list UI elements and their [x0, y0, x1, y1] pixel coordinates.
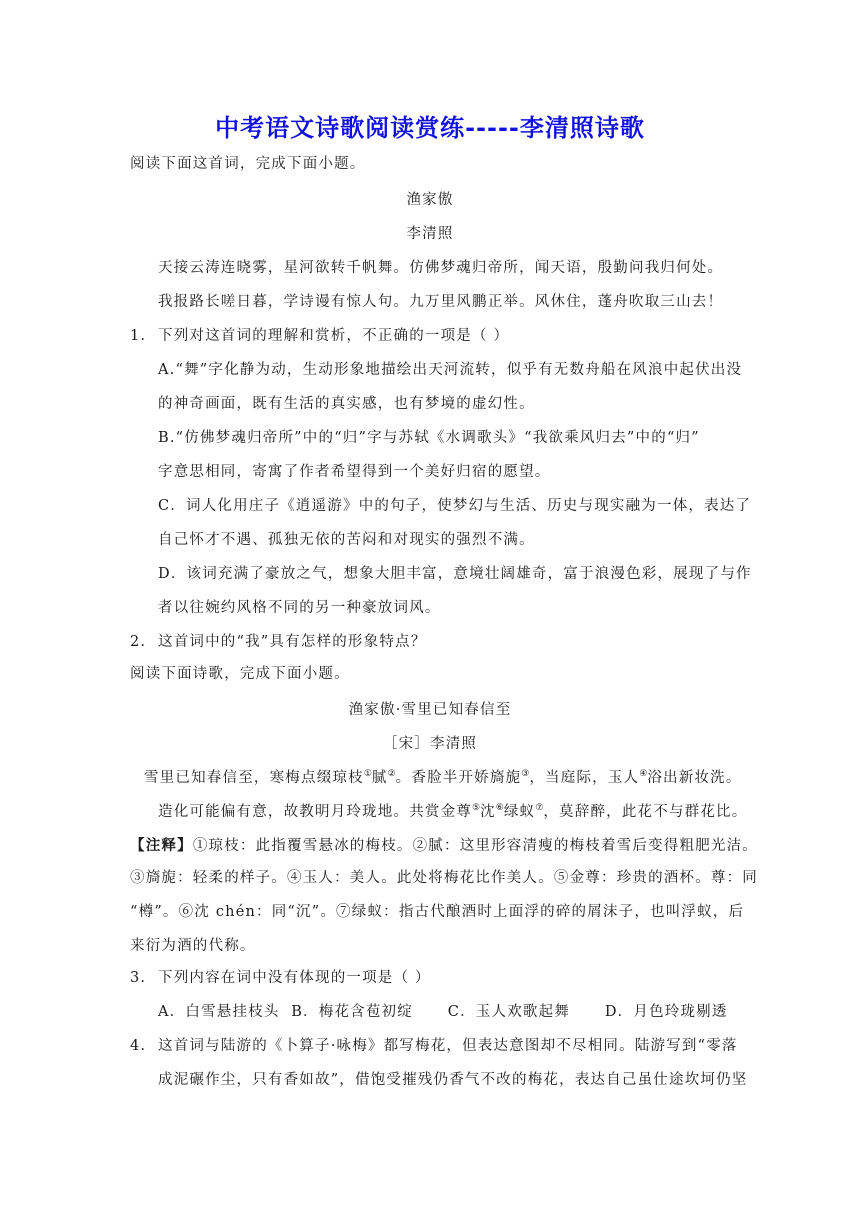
notes-line: 【注释】①琼枝：此指覆雪悬冰的梅枝。②腻：这里形容清瘦的梅枝着雪后变得粗肥光洁。 — [130, 837, 759, 854]
footnote-mark: ② — [387, 769, 396, 780]
poem-line: 造化可能偏有意，故教明月玲珑地。共赏金尊⑤沈⑥绿蚁⑦，莫辞醉，此花不与群花比。 — [158, 803, 748, 820]
poem-author: 李清照 — [406, 226, 454, 242]
question-number: 4. — [130, 1038, 147, 1054]
option-c: C．词人化用庄子《逍遥游》中的句子，使梦幻与生活、历史与现实融为一体，表达了 — [158, 498, 752, 514]
poem-line: 我报路长嗟日暮，学诗谩有惊人句。九万里风鹏正举。风休住，蓬舟吹取三山去！ — [158, 294, 724, 310]
option-a: A.“舞”字化静为动，生动形象地描绘出天河流转，似乎有无数舟船在风浪中起伏出没 — [158, 362, 743, 378]
option-b: B.“仿佛梦魂归帝所”中的“归”字与苏轼《水调歌头》“我欲乘风归去”中的“归” — [158, 430, 700, 446]
footnote-mark: ④ — [639, 769, 648, 780]
option-a-cont: 的神奇画面，既有生活的真实感，也有梦境的虚幻性。 — [158, 396, 535, 412]
poem-author: ［宋］李清照 — [382, 736, 478, 752]
notes-line: 来衍为酒的代称。 — [130, 938, 256, 954]
intro-text: 阅读下面这首词，完成下面小题。 — [130, 156, 366, 172]
question-stem: 这首词中的“我”具有怎样的形象特点？ — [158, 634, 427, 650]
poem-line: 天接云涛连晓雾，星河欲转千帆舞。仿佛梦魂归帝所，闻天语，殷勤问我归何处。 — [158, 260, 724, 276]
option-d-cont: 者以往婉约风格不同的另一种豪放词风。 — [158, 600, 441, 616]
poem-line: 雪里已知春信至，寒梅点缀琼枝①腻②。香脸半开娇旖旎③，当庭际，玉人④浴出新妆洗。 — [144, 769, 742, 786]
footnote-mark: ⑥ — [495, 803, 504, 814]
question-number: 1. — [130, 328, 147, 344]
question-stem-cont: 成泥碾作尘，只有香如故”，借饱受摧残仍香气不改的梅花，表达自己虽仕途坎坷仍坚 — [158, 1072, 748, 1088]
poem-title: 渔家傲·雪里已知春信至 — [348, 702, 512, 718]
question-stem: 这首词与陆游的《卜算子·咏梅》都写梅花，但表达意图却不尽相同。陆游写到“零落 — [158, 1038, 738, 1054]
question-stem: 下列内容在词中没有体现的一项是（ ） — [158, 970, 431, 986]
page-title: 中考语文诗歌阅读赏练-----李清照诗歌 — [215, 114, 645, 142]
notes-line: ③旖旎：轻柔的样子。④玉人：美人。此处将梅花比作美人。⑤金尊：珍贵的酒杯。尊：同 — [130, 870, 758, 886]
options-row: A．白雪悬挂枝头 B．梅花含苞初绽 C．玉人欢歌起舞 D．月色玲珑剔透 — [158, 1004, 728, 1020]
question-2 — [130, 632, 426, 652]
poem-title: 渔家傲 — [406, 192, 454, 208]
footnote-mark: ⑤ — [472, 803, 481, 814]
footnote-mark: ⑦ — [535, 803, 544, 814]
option-b-cont: 字意思相同，寄寓了作者希望得到一个美好归宿的愿望。 — [158, 464, 551, 480]
question-number: 2. — [130, 634, 147, 650]
question-4 — [130, 1036, 738, 1056]
footnote-mark: ① — [363, 769, 372, 780]
intro-text: 阅读下面诗歌，完成下面小题。 — [130, 666, 350, 682]
option-c-cont: 自己怀才不遇、孤独无依的苦闷和对现实的强烈不满。 — [158, 532, 535, 548]
notes-label: 【注释】 — [130, 837, 193, 854]
question-number: 3. — [130, 970, 147, 986]
option-d: D．该词充满了豪放之气，想象大胆丰富，意境壮阔雄奇，富于浪漫色彩，展现了与作 — [158, 566, 752, 582]
question-stem: 下列对这首词的理解和赏析，不正确的一项是（ ） — [158, 328, 510, 344]
question-1 — [130, 326, 509, 346]
notes-line: “樽”。⑥沈 chén：同“沉”。⑦绿蚁：指古代酿酒时上面浮的碎的屑沫子，也叫浮蚁，后 — [130, 904, 745, 920]
footnote-mark: ③ — [521, 769, 530, 780]
question-3 — [130, 968, 431, 988]
